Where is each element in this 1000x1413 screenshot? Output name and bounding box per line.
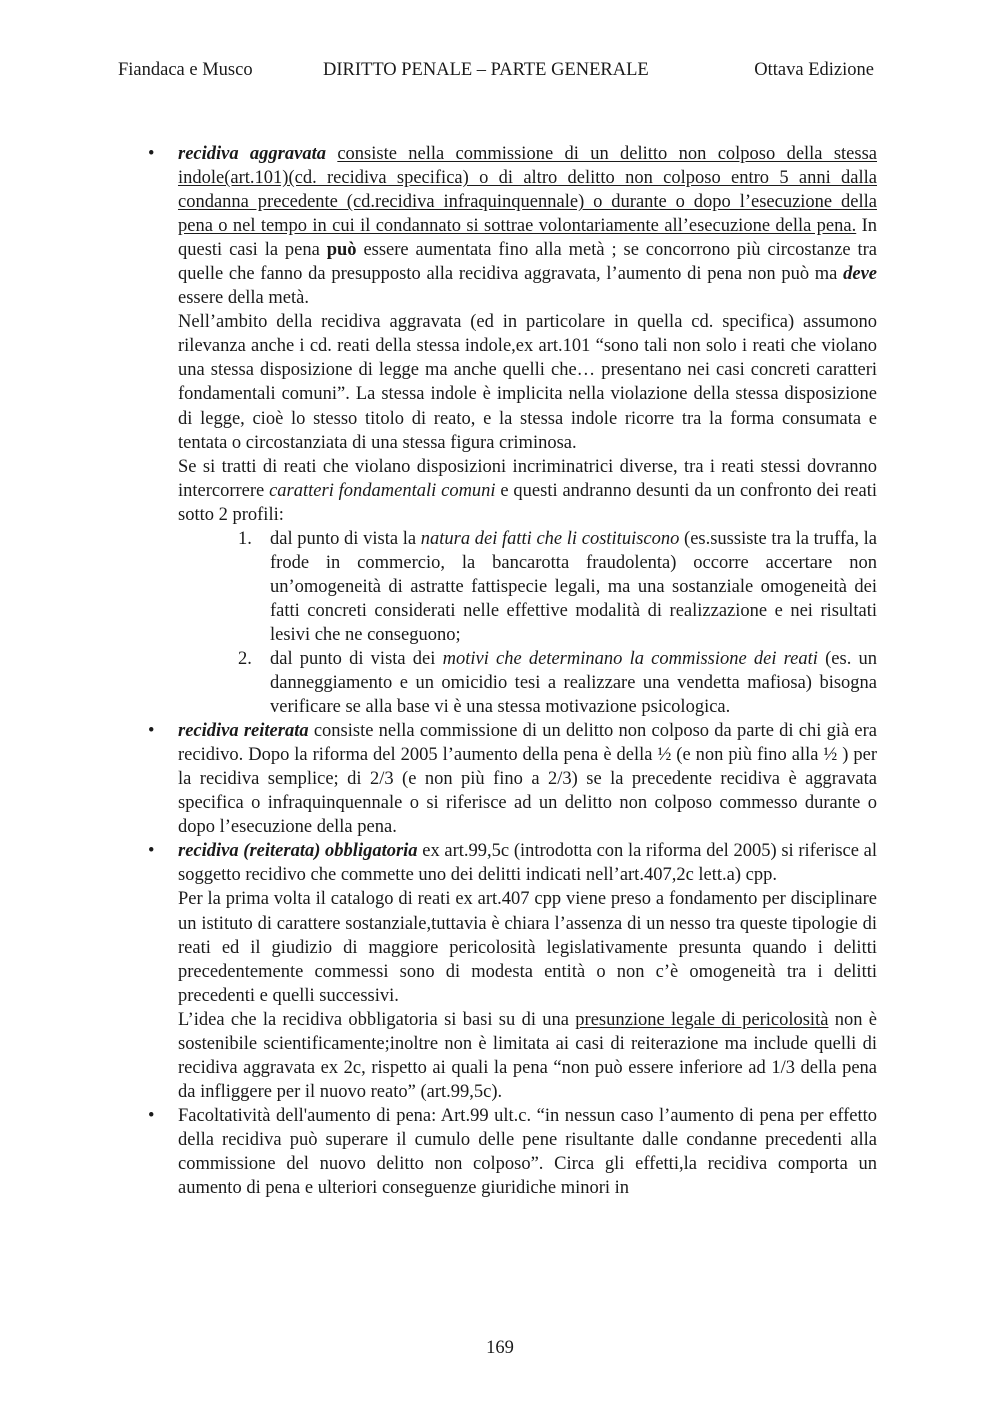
paragraph <box>178 142 877 310</box>
list-number: 1. <box>238 528 252 549</box>
header-edition: Ottava Edizione <box>754 60 874 80</box>
header-authors: Fiandaca e Musco <box>118 60 253 80</box>
list-number: 2. <box>238 648 252 669</box>
text-run: essere della metà. <box>178 288 309 309</box>
term: recidiva (reiterata) obbligatoria <box>178 841 418 862</box>
paragraph: Facoltatività dell'aumento di pena: Art.99 ult.c. “in nessun caso l’aumento di pena per effetto della recidiva può superare il cumulo delle pene risultante dalle condanne precedenti alla commissione del nuovo delitto non colposo”. Circa gli effetti,la recidiva comporta un aumento di pena e ulteriori conseguenze giuridiche minori in <box>178 1105 877 1199</box>
page-body <box>148 142 878 1200</box>
italic-text: natura dei fatti che li costituiscono <box>420 528 680 549</box>
paragraph: Per la prima volta il catalogo di reati ex art.407 cpp viene preso a fondamento per disciplinare un istituto di carattere sostanziale,tuttavia è chiara l’assenza di un nesso tra queste tipologie di reati ed il giudizio di maggiore pericolosità legislativamente presunta quando i delitti precedentemente commessi sono di modesta entità o non c’è omogeneità tra i delitti precedenti e quelli successivi. <box>178 889 877 1006</box>
text-run: consiste nella commissione di un delitto non colposo da parte di chi già era recidivo. Dopo la riforma del 2005 l’aumento della pena è della ½ (e non più fino alla ½ ) per la recidiva semplice; di 2/3 (e non più fino a 2/3) se la precedente recidiva è aggravata specifica o infraquinquennale o si riferisce ad un delitto non colposo commesso durante o dopo l’esecuzione della pena. <box>178 721 877 838</box>
bullet-icon: • <box>148 721 155 742</box>
bold-italic-word: deve <box>843 264 877 285</box>
text-run: dal punto di vista dei <box>270 648 443 669</box>
text-run: ex art.99,5c (introdotta con la riforma del 2005) si riferisce al soggetto recidivo che commette uno dei delitti indicati nell’art.407,2c lett.a) cpp. <box>178 841 877 886</box>
text-run: dal punto di vista la <box>270 528 421 549</box>
page-number: 169 <box>486 1338 514 1358</box>
bullet-icon: • <box>148 1105 155 1126</box>
list-item <box>238 527 877 647</box>
italic-text: caratteri fondamentali comuni <box>269 480 496 501</box>
page-header <box>118 60 874 84</box>
term: recidiva reiterata <box>178 721 309 742</box>
underlined-text: consiste nella commissione di un delitto non colposo della stessa indole(art.101)(cd. recidiva specifica) o di altro delitto non colposo entro 5 anni dalla condanna precedente (cd.recidiva infraquinquennale) o durante o dopo l’esecuzione della pena o nel tempo in cui il condannato si sottrae volontariamente all’esecuzione della pena. <box>178 144 878 237</box>
term: recidiva aggravata <box>178 144 326 164</box>
numbered-list <box>238 527 877 719</box>
italic-text: motivi che determinano la commissione dei reati <box>442 648 818 669</box>
paragraph <box>178 719 877 839</box>
bullet-recidiva-obbligatoria <box>148 839 878 1104</box>
paragraph: Nell’ambito della recidiva aggravata (ed in particolare in quella cd. specifica) assumono rilevanza anche i cd. reati della stessa indole,ex art.101 “sono tali non solo i reati che violano una stessa disposizione di legge ma anche quelli che… presentano nei casi concreti caratteri fondamentali comuni”. La stessa indole è implicita nella violazione della stessa disposizione di legge, cioè lo stesso titolo di reato, e la stessa indole ricorre tra la forma consumata e tentata o circostanziata di una stessa figura criminosa. <box>178 312 877 453</box>
list-item <box>238 647 877 719</box>
paragraph <box>178 839 877 887</box>
underlined-text: presunzione legale di pericolosità <box>575 1009 829 1030</box>
header-title: DIRITTO PENALE – PARTE GENERALE <box>323 60 649 80</box>
bullet-icon: • <box>148 144 155 164</box>
text-run: L’idea che la recidiva obbligatoria si basi su di una <box>178 1009 576 1030</box>
text-run: essere aumentata fino alla metà ; se concorrono più circostanze tra quelle che fanno da presupposto alla recidiva aggravata, l’aumento di pena non può ma <box>178 240 877 285</box>
paragraph <box>178 1008 877 1104</box>
text-run: In questi casi la pena <box>178 216 877 261</box>
text-run: (es. un danneggiamento e un omicidio tesi a realizzare una vendetta mafiosa) bisogna verificare se alla base vi è una stessa motivazione psicologica. <box>270 648 877 718</box>
bold-word: può <box>326 240 357 261</box>
text-run: e questi andranno desunti da un confronto dei reati sotto 2 profili: <box>178 480 877 525</box>
bullet-facoltativita <box>148 1104 877 1200</box>
text-run <box>326 144 337 164</box>
text-run: Se si tratti di reati che violano disposizioni incriminatrici diverse, tra i reati stessi dovranno intercorrere <box>178 456 877 501</box>
paragraph <box>178 455 877 527</box>
text-run: (es.sussiste tra la truffa, la frode in commercio, la bancarotta fraudolenta) occorre accertare non un’omogeneità di astratte fattispecie legali, ma una sostanziale omogeneità dei fatti concreti considerati nelle effettive modalità di realizzazione e nei risultati lesivi che ne conseguono; <box>270 528 877 645</box>
bullet-icon: • <box>148 841 155 862</box>
text-run: non è sostenibile scientificamente;inoltre non è limitata ai casi di reiterazione ma include quelli di recidiva aggravata ex 2c, rispetto ai quali la pena “non può essere inferiore ad 1/3 della pena da infliggere per il nuovo reato” (art.99,5c). <box>178 1009 878 1102</box>
bullet-recidiva-aggravata <box>148 142 878 719</box>
bullet-recidiva-reiterata <box>148 719 877 839</box>
